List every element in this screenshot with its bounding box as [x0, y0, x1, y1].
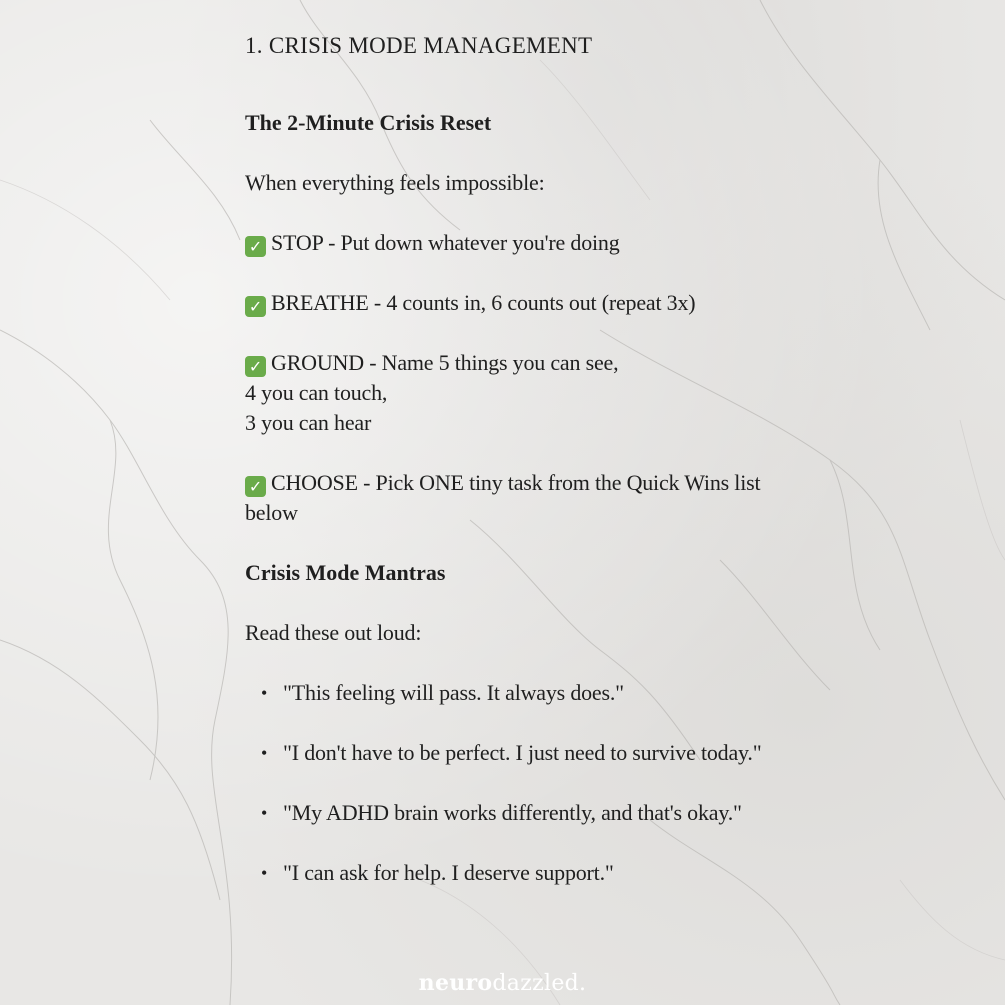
- reset-intro: When everything feels impossible:: [245, 170, 545, 195]
- bullet-icon: •: [261, 803, 268, 823]
- mantra-text: "I don't have to be perfect. I just need to survive today.": [283, 740, 762, 765]
- bullet-icon: •: [261, 743, 268, 763]
- step-breathe-text: BREATHE - 4 counts in, 6 counts out (repeat 3x): [271, 290, 696, 315]
- step-ground-text: GROUND - Name 5 things you can see,: [271, 350, 619, 375]
- check-mark-icon: ✓: [245, 476, 266, 497]
- check-mark-icon: ✓: [245, 356, 266, 377]
- mantras-heading: Crisis Mode Mantras: [245, 560, 446, 585]
- list-item: [245, 678, 845, 708]
- list-item: [245, 798, 845, 828]
- step-ground-line2: 4 you can touch,: [245, 380, 388, 405]
- mantras-list: [245, 678, 845, 888]
- bullet-icon: •: [261, 683, 268, 703]
- step-choose-line2: below: [245, 500, 298, 525]
- brand-part2: dazzled.: [492, 971, 587, 996]
- brand-logo: [0, 970, 1005, 996]
- step-ground-line3: 3 you can hear: [245, 410, 372, 435]
- step-choose-text: CHOOSE - Pick ONE tiny task from the Quick Wins list: [271, 470, 761, 495]
- step-stop: [245, 228, 845, 258]
- reset-heading: The 2-Minute Crisis Reset: [245, 110, 492, 135]
- brand-part1: neuro: [418, 970, 493, 996]
- mantra-text: "My ADHD brain works differently, and that's okay.": [283, 800, 742, 825]
- list-item: [245, 858, 845, 888]
- mantra-text: "This feeling will pass. It always does.": [283, 680, 624, 705]
- list-item: [245, 738, 845, 768]
- page-title: 1. CRISIS MODE MANAGEMENT: [245, 33, 593, 58]
- mantras-intro: Read these out loud:: [245, 620, 422, 645]
- step-stop-text: STOP - Put down whatever you're doing: [271, 230, 620, 255]
- step-ground: [245, 348, 845, 438]
- check-mark-icon: ✓: [245, 296, 266, 317]
- step-choose: [245, 468, 845, 528]
- mantra-text: "I can ask for help. I deserve support.": [283, 860, 614, 885]
- bullet-icon: •: [261, 863, 268, 883]
- step-breathe: [245, 288, 845, 318]
- content: [245, 30, 845, 918]
- check-mark-icon: ✓: [245, 236, 266, 257]
